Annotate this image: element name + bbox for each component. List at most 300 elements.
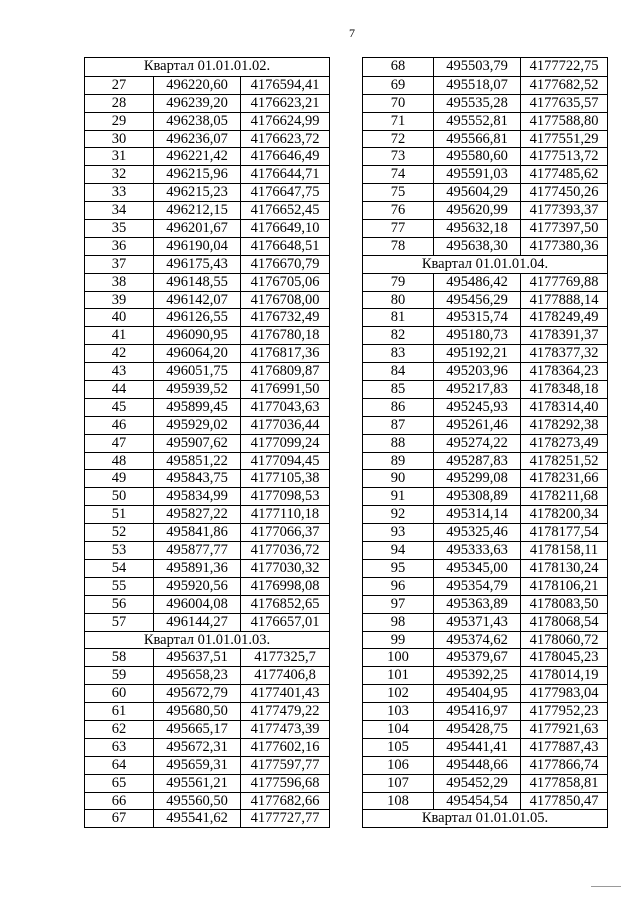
table-row (363, 165, 607, 183)
x-coordinate-cell: 496238,05 (153, 113, 240, 130)
point-number-cell: 34 (111, 202, 127, 219)
point-number-cell: 32 (111, 166, 127, 183)
point-number-cell: 101 (387, 667, 409, 684)
section-title: Квартал 01.01.01.05. (421, 810, 549, 827)
x-coordinate-cell: 495591,03 (433, 166, 520, 183)
y-coordinate-cell: 4178200,34 (520, 506, 607, 523)
y-coordinate-cell: 4178014,19 (520, 667, 607, 684)
table-row (85, 434, 329, 452)
y-coordinate-cell: 4177602,16 (240, 739, 329, 756)
table-row (363, 362, 607, 380)
table-row (363, 559, 607, 577)
table-row (363, 308, 607, 326)
y-coordinate-cell: 4178130,24 (520, 560, 607, 577)
point-number-cell: 68 (390, 58, 406, 74)
x-coordinate-cell: 495632,18 (433, 220, 520, 237)
point-number-cell: 83 (390, 345, 406, 362)
y-coordinate-cell: 4178106,21 (520, 578, 607, 595)
x-coordinate-cell: 495452,29 (433, 775, 520, 792)
x-coordinate-cell: 495486,42 (433, 274, 520, 291)
y-coordinate-cell: 4177588,80 (520, 113, 607, 130)
x-coordinate-cell: 495203,96 (433, 363, 520, 380)
y-coordinate-cell: 4176657,01 (240, 614, 329, 631)
point-number-cell: 64 (111, 756, 127, 773)
table-row (363, 58, 607, 76)
point-number-cell: 28 (111, 94, 127, 111)
x-coordinate-cell: 495428,75 (433, 721, 520, 738)
y-coordinate-cell: 4178158,11 (520, 542, 607, 559)
table-row (85, 76, 329, 94)
section-header-row (363, 809, 607, 827)
point-number-cell: 53 (111, 542, 127, 559)
table-row (85, 720, 329, 738)
point-number-cell: 73 (390, 148, 406, 165)
table-row (85, 344, 329, 362)
x-coordinate-cell: 495274,22 (433, 435, 520, 452)
x-coordinate-cell: 495315,74 (433, 309, 520, 326)
y-coordinate-cell: 4177769,88 (520, 274, 607, 291)
x-coordinate-cell: 496201,67 (153, 220, 240, 237)
x-coordinate-cell: 495416,97 (433, 703, 520, 720)
y-coordinate-cell: 4177066,37 (240, 524, 329, 541)
x-coordinate-cell: 495620,99 (433, 202, 520, 219)
x-coordinate-cell: 495637,51 (153, 649, 240, 666)
point-number-cell: 104 (387, 720, 409, 737)
point-number-cell: 38 (111, 273, 127, 290)
table-row (85, 130, 329, 148)
table-row (363, 720, 607, 738)
point-number-cell: 29 (111, 112, 127, 129)
table-row (85, 559, 329, 577)
y-coordinate-cell: 4177727,77 (240, 810, 329, 827)
table-row (363, 523, 607, 541)
y-coordinate-cell: 4176594,41 (240, 77, 329, 94)
table-row (363, 469, 607, 487)
section-title: Квартал 01.01.01.04. (421, 255, 549, 272)
y-coordinate-cell: 4176652,45 (240, 202, 329, 219)
point-number-cell: 36 (111, 237, 127, 254)
table-row (85, 398, 329, 416)
y-coordinate-cell: 4177597,77 (240, 757, 329, 774)
x-coordinate-cell: 495561,21 (153, 775, 240, 792)
x-coordinate-cell: 495920,56 (153, 578, 240, 595)
y-coordinate-cell: 4177450,26 (520, 184, 607, 201)
y-coordinate-cell: 4176647,75 (240, 184, 329, 201)
y-coordinate-cell: 4177551,29 (520, 131, 607, 148)
x-coordinate-cell: 495333,63 (433, 542, 520, 559)
x-coordinate-cell: 495929,02 (153, 417, 240, 434)
point-number-cell: 65 (111, 774, 127, 791)
table-row (363, 380, 607, 398)
x-coordinate-cell: 495454,54 (433, 793, 520, 810)
point-number-cell: 77 (390, 220, 406, 237)
y-coordinate-cell: 4177036,72 (240, 542, 329, 559)
point-number-cell: 60 (111, 685, 127, 702)
x-coordinate-cell: 495518,07 (433, 77, 520, 94)
y-coordinate-cell: 4178083,50 (520, 596, 607, 613)
x-coordinate-cell: 495604,29 (433, 184, 520, 201)
table-row (85, 147, 329, 165)
point-number-cell: 76 (390, 202, 406, 219)
point-number-cell: 94 (390, 542, 406, 559)
page-number: 7 (349, 26, 355, 40)
y-coordinate-cell: 4176809,87 (240, 363, 329, 380)
x-coordinate-cell: 495217,83 (433, 381, 520, 398)
y-coordinate-cell: 4177596,68 (240, 775, 329, 792)
table-row (363, 684, 607, 702)
x-coordinate-cell: 496144,27 (153, 614, 240, 631)
point-number-cell: 97 (390, 595, 406, 612)
point-number-cell: 92 (390, 506, 406, 523)
x-coordinate-cell: 496215,23 (153, 184, 240, 201)
point-number-cell: 85 (390, 381, 406, 398)
point-number-cell: 27 (111, 76, 127, 93)
x-coordinate-cell: 495192,21 (433, 345, 520, 362)
point-number-cell: 82 (390, 327, 406, 344)
table-row (363, 130, 607, 148)
y-coordinate-cell: 4177098,53 (240, 488, 329, 505)
x-coordinate-cell: 495827,22 (153, 506, 240, 523)
x-coordinate-cell: 496215,96 (153, 166, 240, 183)
y-coordinate-cell: 4177858,81 (520, 775, 607, 792)
table-row (363, 577, 607, 595)
point-number-cell: 102 (387, 685, 409, 702)
table-row (363, 434, 607, 452)
point-number-cell: 100 (387, 649, 409, 666)
x-coordinate-cell: 495658,23 (153, 667, 240, 684)
x-coordinate-cell: 495877,77 (153, 542, 240, 559)
y-coordinate-cell: 4177682,66 (240, 793, 329, 810)
y-coordinate-cell: 4178364,23 (520, 363, 607, 380)
point-number-cell: 81 (390, 309, 406, 326)
x-coordinate-cell: 495503,79 (433, 58, 520, 76)
x-coordinate-cell: 495287,83 (433, 453, 520, 470)
x-coordinate-cell: 495392,25 (433, 667, 520, 684)
point-number-cell: 46 (111, 416, 127, 433)
y-coordinate-cell: 4177473,39 (240, 721, 329, 738)
table-row (363, 147, 607, 165)
table-row (363, 648, 607, 666)
y-coordinate-cell: 4176852,65 (240, 596, 329, 613)
section-header-row (363, 255, 607, 273)
table-row (363, 792, 607, 810)
y-coordinate-cell: 4177397,50 (520, 220, 607, 237)
x-coordinate-cell: 495441,41 (433, 739, 520, 756)
table-row (85, 255, 329, 273)
y-coordinate-cell: 4178211,68 (520, 488, 607, 505)
y-coordinate-cell: 4176991,50 (240, 381, 329, 398)
point-number-cell: 84 (390, 363, 406, 380)
point-number-cell: 54 (111, 559, 127, 576)
x-coordinate-cell: 496090,95 (153, 327, 240, 344)
x-coordinate-cell: 496142,07 (153, 292, 240, 309)
y-coordinate-cell: 4177036,44 (240, 417, 329, 434)
x-coordinate-cell: 495379,67 (433, 649, 520, 666)
x-coordinate-cell: 495354,79 (433, 578, 520, 595)
table-row (363, 326, 607, 344)
point-number-cell: 58 (111, 649, 127, 666)
table-row (85, 702, 329, 720)
y-coordinate-cell: 4176646,49 (240, 148, 329, 165)
table-row (85, 595, 329, 613)
table-row (85, 112, 329, 130)
y-coordinate-cell: 4177983,04 (520, 685, 607, 702)
y-coordinate-cell: 4177485,62 (520, 166, 607, 183)
table-row (363, 183, 607, 201)
point-number-cell: 44 (111, 381, 127, 398)
table-row (363, 76, 607, 94)
x-coordinate-cell: 495843,75 (153, 470, 240, 487)
y-coordinate-cell: 4177722,75 (520, 58, 607, 76)
x-coordinate-cell: 495907,62 (153, 435, 240, 452)
point-number-cell: 61 (111, 703, 127, 720)
table-row (85, 291, 329, 309)
table-row (363, 273, 607, 291)
scan-mark (591, 886, 621, 887)
x-coordinate-cell: 495552,81 (433, 113, 520, 130)
y-coordinate-cell: 4176623,21 (240, 95, 329, 112)
point-number-cell: 63 (111, 738, 127, 755)
table-row (85, 183, 329, 201)
y-coordinate-cell: 4176623,72 (240, 131, 329, 148)
x-coordinate-cell: 496175,43 (153, 256, 240, 273)
table-row (85, 774, 329, 792)
x-coordinate-cell: 496221,42 (153, 148, 240, 165)
x-coordinate-cell: 495325,46 (433, 524, 520, 541)
point-number-cell: 80 (390, 291, 406, 308)
point-number-cell: 50 (111, 488, 127, 505)
y-coordinate-cell: 4176998,08 (240, 578, 329, 595)
x-coordinate-cell: 495345,00 (433, 560, 520, 577)
point-number-cell: 52 (111, 524, 127, 541)
x-coordinate-cell: 495659,31 (153, 757, 240, 774)
y-coordinate-cell: 4177888,14 (520, 292, 607, 309)
table-row (363, 595, 607, 613)
point-number-cell: 56 (111, 595, 127, 612)
table-row (363, 702, 607, 720)
table-row (85, 809, 329, 827)
point-number-cell: 30 (111, 130, 127, 147)
y-coordinate-cell: 4178251,52 (520, 453, 607, 470)
x-coordinate-cell: 496190,04 (153, 238, 240, 255)
point-number-cell: 70 (390, 94, 406, 111)
x-coordinate-cell: 496004,08 (153, 596, 240, 613)
y-coordinate-cell: 4177094,45 (240, 453, 329, 470)
x-coordinate-cell: 496126,55 (153, 309, 240, 326)
y-coordinate-cell: 4177952,23 (520, 703, 607, 720)
table-row (363, 398, 607, 416)
y-coordinate-cell: 4177030,32 (240, 560, 329, 577)
x-coordinate-cell: 495308,89 (433, 488, 520, 505)
table-row (85, 648, 329, 666)
x-coordinate-cell: 495299,08 (433, 470, 520, 487)
y-coordinate-cell: 4176624,99 (240, 113, 329, 130)
y-coordinate-cell: 4178314,40 (520, 399, 607, 416)
section-header-row (85, 58, 329, 76)
point-number-cell: 42 (111, 345, 127, 362)
table-row (363, 613, 607, 631)
y-coordinate-cell: 4178249,49 (520, 309, 607, 326)
y-coordinate-cell: 4177099,24 (240, 435, 329, 452)
table-row (85, 684, 329, 702)
y-coordinate-cell: 4177850,47 (520, 793, 607, 810)
table-row (85, 201, 329, 219)
x-coordinate-cell: 495363,89 (433, 596, 520, 613)
point-number-cell: 66 (111, 792, 127, 809)
point-number-cell: 87 (390, 416, 406, 433)
y-coordinate-cell: 4177479,22 (240, 703, 329, 720)
x-coordinate-cell: 495672,31 (153, 739, 240, 756)
point-number-cell: 95 (390, 559, 406, 576)
table-row (85, 308, 329, 326)
point-number-cell: 86 (390, 398, 406, 415)
y-coordinate-cell: 4178348,18 (520, 381, 607, 398)
x-coordinate-cell: 495841,86 (153, 524, 240, 541)
coordinates-table-left (84, 57, 330, 828)
y-coordinate-cell: 4178391,37 (520, 327, 607, 344)
point-number-cell: 75 (390, 184, 406, 201)
y-coordinate-cell: 4178231,66 (520, 470, 607, 487)
x-coordinate-cell: 495541,62 (153, 810, 240, 827)
point-number-cell: 90 (390, 470, 406, 487)
point-number-cell: 106 (387, 756, 409, 773)
x-coordinate-cell: 496051,75 (153, 363, 240, 380)
y-coordinate-cell: 4178273,49 (520, 435, 607, 452)
point-number-cell: 72 (390, 130, 406, 147)
y-coordinate-cell: 4176649,10 (240, 220, 329, 237)
x-coordinate-cell: 495261,46 (433, 417, 520, 434)
table-row (85, 326, 329, 344)
table-row (363, 452, 607, 470)
point-number-cell: 99 (390, 631, 406, 648)
table-row (85, 273, 329, 291)
table-row (363, 201, 607, 219)
table-row (363, 756, 607, 774)
x-coordinate-cell: 495638,30 (433, 238, 520, 255)
section-title: Квартал 01.01.01.03. (143, 631, 271, 648)
table-row (85, 165, 329, 183)
table-row (85, 756, 329, 774)
y-coordinate-cell: 4178045,23 (520, 649, 607, 666)
x-coordinate-cell: 495404,95 (433, 685, 520, 702)
y-coordinate-cell: 4176648,51 (240, 238, 329, 255)
point-number-cell: 51 (111, 506, 127, 523)
table-row (363, 291, 607, 309)
y-coordinate-cell: 4176732,49 (240, 309, 329, 326)
table-row (363, 505, 607, 523)
y-coordinate-cell: 4177105,38 (240, 470, 329, 487)
x-coordinate-cell: 496220,60 (153, 77, 240, 94)
y-coordinate-cell: 4177635,57 (520, 95, 607, 112)
y-coordinate-cell: 4177325,7 (240, 649, 329, 666)
x-coordinate-cell: 495374,62 (433, 632, 520, 649)
point-number-cell: 57 (111, 613, 127, 630)
y-coordinate-cell: 4177921,63 (520, 721, 607, 738)
x-coordinate-cell: 496148,55 (153, 274, 240, 291)
x-coordinate-cell: 495891,36 (153, 560, 240, 577)
point-number-cell: 105 (387, 738, 409, 755)
section-header-row (85, 631, 329, 649)
y-coordinate-cell: 4177043,63 (240, 399, 329, 416)
x-coordinate-cell: 495680,50 (153, 703, 240, 720)
point-number-cell: 62 (111, 720, 127, 737)
point-number-cell: 33 (111, 184, 127, 201)
table-row (363, 738, 607, 756)
x-coordinate-cell: 495851,22 (153, 453, 240, 470)
point-number-cell: 79 (390, 273, 406, 290)
x-coordinate-cell: 495899,45 (153, 399, 240, 416)
table-row (363, 112, 607, 130)
point-number-cell: 96 (390, 577, 406, 594)
x-coordinate-cell: 495939,52 (153, 381, 240, 398)
x-coordinate-cell: 495560,50 (153, 793, 240, 810)
y-coordinate-cell: 4176780,18 (240, 327, 329, 344)
table-row (85, 505, 329, 523)
table-row (363, 631, 607, 649)
table-row (363, 541, 607, 559)
x-coordinate-cell: 495834,99 (153, 488, 240, 505)
x-coordinate-cell: 495672,79 (153, 685, 240, 702)
table-row (85, 792, 329, 810)
y-coordinate-cell: 4177866,74 (520, 757, 607, 774)
table-row (363, 344, 607, 362)
point-number-cell: 93 (390, 524, 406, 541)
point-number-cell: 69 (390, 76, 406, 93)
table-row (85, 237, 329, 255)
point-number-cell: 47 (111, 434, 127, 451)
table-row (363, 774, 607, 792)
table-row (363, 94, 607, 112)
x-coordinate-cell: 495665,17 (153, 721, 240, 738)
table-row (85, 523, 329, 541)
x-coordinate-cell: 495448,66 (433, 757, 520, 774)
y-coordinate-cell: 4176705,06 (240, 274, 329, 291)
y-coordinate-cell: 4178377,32 (520, 345, 607, 362)
point-number-cell: 98 (390, 613, 406, 630)
table-row (85, 94, 329, 112)
table-row (85, 469, 329, 487)
y-coordinate-cell: 4178060,72 (520, 632, 607, 649)
point-number-cell: 91 (390, 488, 406, 505)
x-coordinate-cell: 496236,07 (153, 131, 240, 148)
y-coordinate-cell: 4177887,43 (520, 739, 607, 756)
point-number-cell: 48 (111, 452, 127, 469)
table-row (85, 380, 329, 398)
table-row (363, 487, 607, 505)
table-row (85, 219, 329, 237)
y-coordinate-cell: 4178068,54 (520, 614, 607, 631)
point-number-cell: 45 (111, 398, 127, 415)
point-number-cell: 88 (390, 434, 406, 451)
point-number-cell: 71 (390, 112, 406, 129)
y-coordinate-cell: 4177380,36 (520, 238, 607, 255)
point-number-cell: 103 (387, 703, 409, 720)
point-number-cell: 35 (111, 220, 127, 237)
x-coordinate-cell: 495245,93 (433, 399, 520, 416)
table-row (85, 452, 329, 470)
point-number-cell: 43 (111, 363, 127, 380)
point-number-cell: 74 (390, 166, 406, 183)
x-coordinate-cell: 496064,20 (153, 345, 240, 362)
point-number-cell: 37 (111, 255, 127, 272)
x-coordinate-cell: 495456,29 (433, 292, 520, 309)
x-coordinate-cell: 495314,14 (433, 506, 520, 523)
table-row (85, 487, 329, 505)
table-row (85, 541, 329, 559)
point-number-cell: 89 (390, 452, 406, 469)
table-row (363, 666, 607, 684)
y-coordinate-cell: 4177406,8 (240, 667, 329, 684)
